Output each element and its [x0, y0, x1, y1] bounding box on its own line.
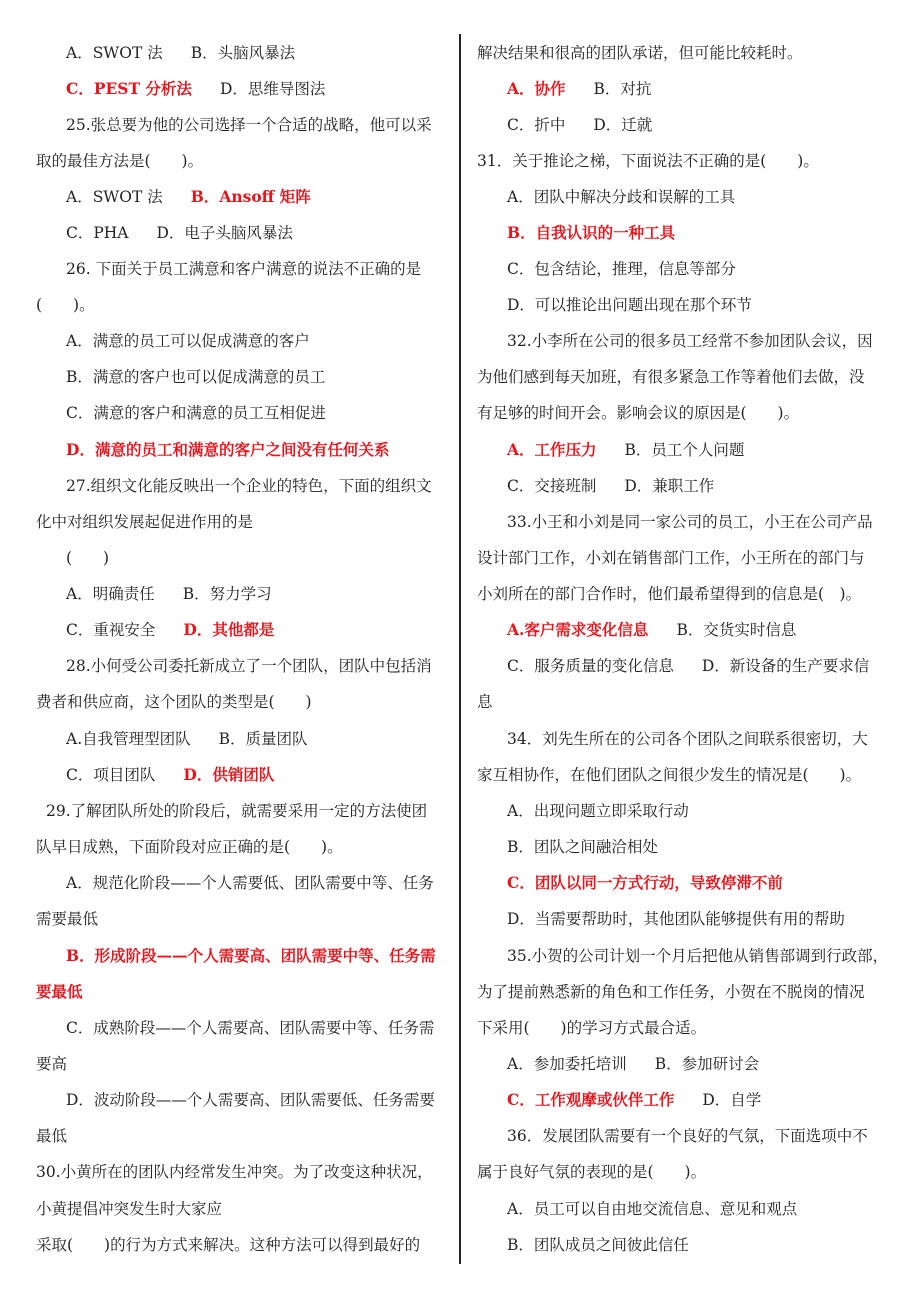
q31-option-d: D．可以推论出问题出现在那个环节: [507, 296, 752, 314]
q36-option-b: B．团队成员之间彼此信任: [507, 1236, 689, 1254]
q30-option-b: B．对抗: [593, 80, 652, 98]
q30-option-a-answer: A．协作: [507, 79, 566, 98]
q35-stem-line2: 为了提前熟悉新的角色和工作任务，小贺在不脱岗的情况: [477, 983, 865, 1001]
q26-stem-line1: 26. 下面关于员工满意和客户满意的说法不正确的是: [66, 260, 422, 278]
q33-stem-line2: 设计部门工作，小刘在销售部门工作，小王所在的部门与: [477, 549, 865, 567]
q32-option-a-answer: A．工作压力: [507, 440, 597, 459]
q31-option-c: C．包含结论，推理，信息等部分: [507, 260, 736, 278]
q24-option-c-answer: C．PEST 分析法: [66, 79, 192, 98]
q28-option-b: B．质量团队: [218, 730, 308, 748]
q32-options-ab: [507, 440, 744, 460]
column-divider: [459, 34, 461, 1264]
q31-stem: 31．关于推论之梯，下面说法不正确的是( )。: [477, 152, 819, 170]
q27-options-cd: [66, 620, 274, 640]
q26-option-c: C．满意的客户和满意的员工互相促进: [66, 404, 326, 422]
q35-stem-line3: 下采用( )的学习方式最合适。: [477, 1019, 707, 1037]
q29-option-c-line2: 要高: [36, 1055, 68, 1073]
q30-stem-line4: 解决结果和很高的团队承诺，但可能比较耗时。: [477, 44, 803, 62]
q33-option-b: B．交货实时信息: [676, 621, 797, 639]
q27-option-d-answer: D．其他都是: [183, 620, 275, 639]
q28-options-ab: [66, 729, 308, 749]
q27-option-a: A．明确责任: [66, 585, 155, 603]
q36-stem-line2: 属于良好气氛的表现的是( )。: [477, 1163, 707, 1181]
q24-option-d: D．思维导图法: [219, 80, 326, 98]
q34-stem-line1: 34．刘先生所在的公司各个团队之间联系很密切，大: [507, 730, 868, 748]
q34-option-b: B．团队之间融洽相处: [507, 838, 658, 856]
q27-stem-line1: 27.组织文化能反映出一个企业的特色，下面的组织文: [66, 477, 432, 495]
q35-option-b: B．参加研讨会: [654, 1055, 760, 1073]
q25-options-ab: [66, 187, 311, 207]
q26-option-a: A．满意的员工可以促成满意的客户: [66, 332, 310, 350]
q30-stem-line3: 采取( )的行为方式来解决。这种方法可以得到最好的: [36, 1236, 421, 1254]
q33-option-a-answer: A.客户需求变化信息: [507, 620, 649, 639]
q35-option-a: A．参加委托培训: [507, 1055, 627, 1073]
q33-options-ab: [507, 620, 796, 640]
q35-stem-line1: 35.小贺的公司计划一个月后把他从销售部调到行政部，: [507, 947, 889, 965]
q32-stem-line2: 为他们感到每天加班，有很多紧急工作等着他们去做，没: [477, 368, 865, 386]
q27-option-b: B．努力学习: [182, 585, 272, 603]
q29-option-a-line1: A．规范化阶段——个人需要低、团队需要中等、任务: [66, 874, 434, 892]
q25-stem-line2: 取的最佳方法是( )。: [36, 152, 204, 170]
q29-stem-line1: 29.了解团队所处的阶段后，就需要采用一定的方法使团: [46, 802, 428, 820]
q30-stem-line1: 30.小黄所在的团队内经常发生冲突。为了改变这种状况，: [36, 1163, 433, 1181]
q31-option-a: A．团队中解决分歧和误解的工具: [507, 188, 736, 206]
q33-option-d-line2: 息: [477, 693, 493, 711]
q33-options-cd: [507, 656, 869, 676]
q36-stem-line1: 36．发展团队需要有一个良好的气氛，下面选项中不: [507, 1127, 868, 1145]
q35-option-d: D．自学: [702, 1091, 762, 1109]
q33-stem-line1: 33.小王和小刘是同一家公司的员工，小王在公司产品: [507, 513, 873, 531]
q25-option-c: C．PHA: [66, 224, 129, 242]
q30-option-c: C．折中: [507, 116, 566, 134]
q26-option-b: B．满意的客户也可以促成满意的员工: [66, 368, 326, 386]
q32-options-cd: [507, 476, 714, 496]
q29-option-b-answer-line2: 要最低: [36, 982, 83, 1001]
q32-stem-line3: 有足够的时间开会。影响会议的原因是( )。: [477, 404, 800, 422]
q32-stem-line1: 32.小李所在公司的很多员工经常不参加团队会议，因: [507, 332, 873, 350]
q35-options-cd: [507, 1090, 761, 1110]
q29-option-d-line2: 最低: [36, 1127, 68, 1145]
q26-stem-line2: ( )。: [36, 296, 95, 314]
q27-options-ab: [66, 584, 272, 604]
q25-option-d: D．电子头脑风暴法: [156, 224, 293, 242]
q33-stem-line3: 小刘所在的部门合作时，他们最希望得到的信息是( )。: [477, 585, 862, 603]
q30-options-ab: [507, 79, 651, 99]
q24-option-b: B．头脑风暴法: [190, 44, 296, 62]
q25-options-cd: [66, 223, 293, 243]
q25-option-a: A．SWOT 法: [66, 188, 163, 206]
q27-stem-line2: 化中对组织发展起促进作用的是: [36, 513, 254, 531]
q25-option-b-answer: B．Ansoff 矩阵: [190, 187, 311, 206]
q28-option-c: C．项目团队: [66, 766, 156, 784]
q30-options-cd: [507, 115, 652, 135]
q30-option-d: D．迁就: [593, 116, 653, 134]
q27-option-c: C．重视安全: [66, 621, 156, 639]
q24-options-ab: [66, 43, 295, 63]
q25-stem-line1: 25.张总要为他的公司选择一个合适的战略，他可以采: [66, 116, 432, 134]
q30-stem-line2: 小黄提倡冲突发生时大家应: [36, 1200, 223, 1218]
q33-option-c: C．服务质量的变化信息: [507, 657, 674, 675]
q32-option-b: B．员工个人问题: [624, 441, 745, 459]
q29-stem-line2: 队早日成熟，下面阶段对应正确的是( )。: [36, 838, 343, 856]
q34-option-d: D．当需要帮助时，其他团队能够提供有用的帮助: [507, 910, 845, 928]
q32-option-c: C．交接班制: [507, 477, 597, 495]
q28-option-a: A.自我管理型团队: [66, 730, 191, 748]
q33-option-d: D．新设备的生产要求信: [701, 657, 870, 675]
q28-stem-line2: 费者和供应商，这个团队的类型是( ): [36, 693, 312, 711]
q34-option-a: A．出现问题立即采取行动: [507, 802, 689, 820]
q29-option-d-line1: D．波动阶段——个人需要高、团队需要低、任务需要: [66, 1091, 435, 1109]
q31-option-b-answer: B．自我认识的一种工具: [507, 223, 676, 242]
q34-stem-line2: 家互相协作，在他们团队之间很少发生的情况是( )。: [477, 766, 862, 784]
q29-option-c-line1: C．成熟阶段——个人需要高、团队需要中等、任务需: [66, 1019, 435, 1037]
q29-option-b-answer-line1: B．形成阶段——个人需要高、团队需要中等、任务需: [66, 946, 436, 965]
q36-option-a: A．员工可以自由地交流信息、意见和观点: [507, 1200, 798, 1218]
q28-options-cd: [66, 765, 274, 785]
q34-option-c-answer: C．团队以同一方式行动，导致停滞不前: [507, 873, 783, 892]
q29-option-a-line2: 需要最低: [36, 910, 99, 928]
q26-option-d-answer: D．满意的员工和满意的客户之间没有任何关系: [66, 440, 390, 459]
q27-stem-line3: ( ): [66, 549, 110, 567]
q32-option-d: D．兼职工作: [624, 477, 715, 495]
q35-options-ab: [507, 1054, 759, 1074]
q28-stem-line1: 28.小何受公司委托新成立了一个团队，团队中包括消: [66, 657, 432, 675]
q35-option-c-answer: C．工作观摩或伙伴工作: [507, 1090, 675, 1109]
q24-option-a: A．SWOT 法: [66, 44, 163, 62]
q24-options-cd: [66, 79, 325, 99]
q28-option-d-answer: D．供销团队: [183, 765, 275, 784]
